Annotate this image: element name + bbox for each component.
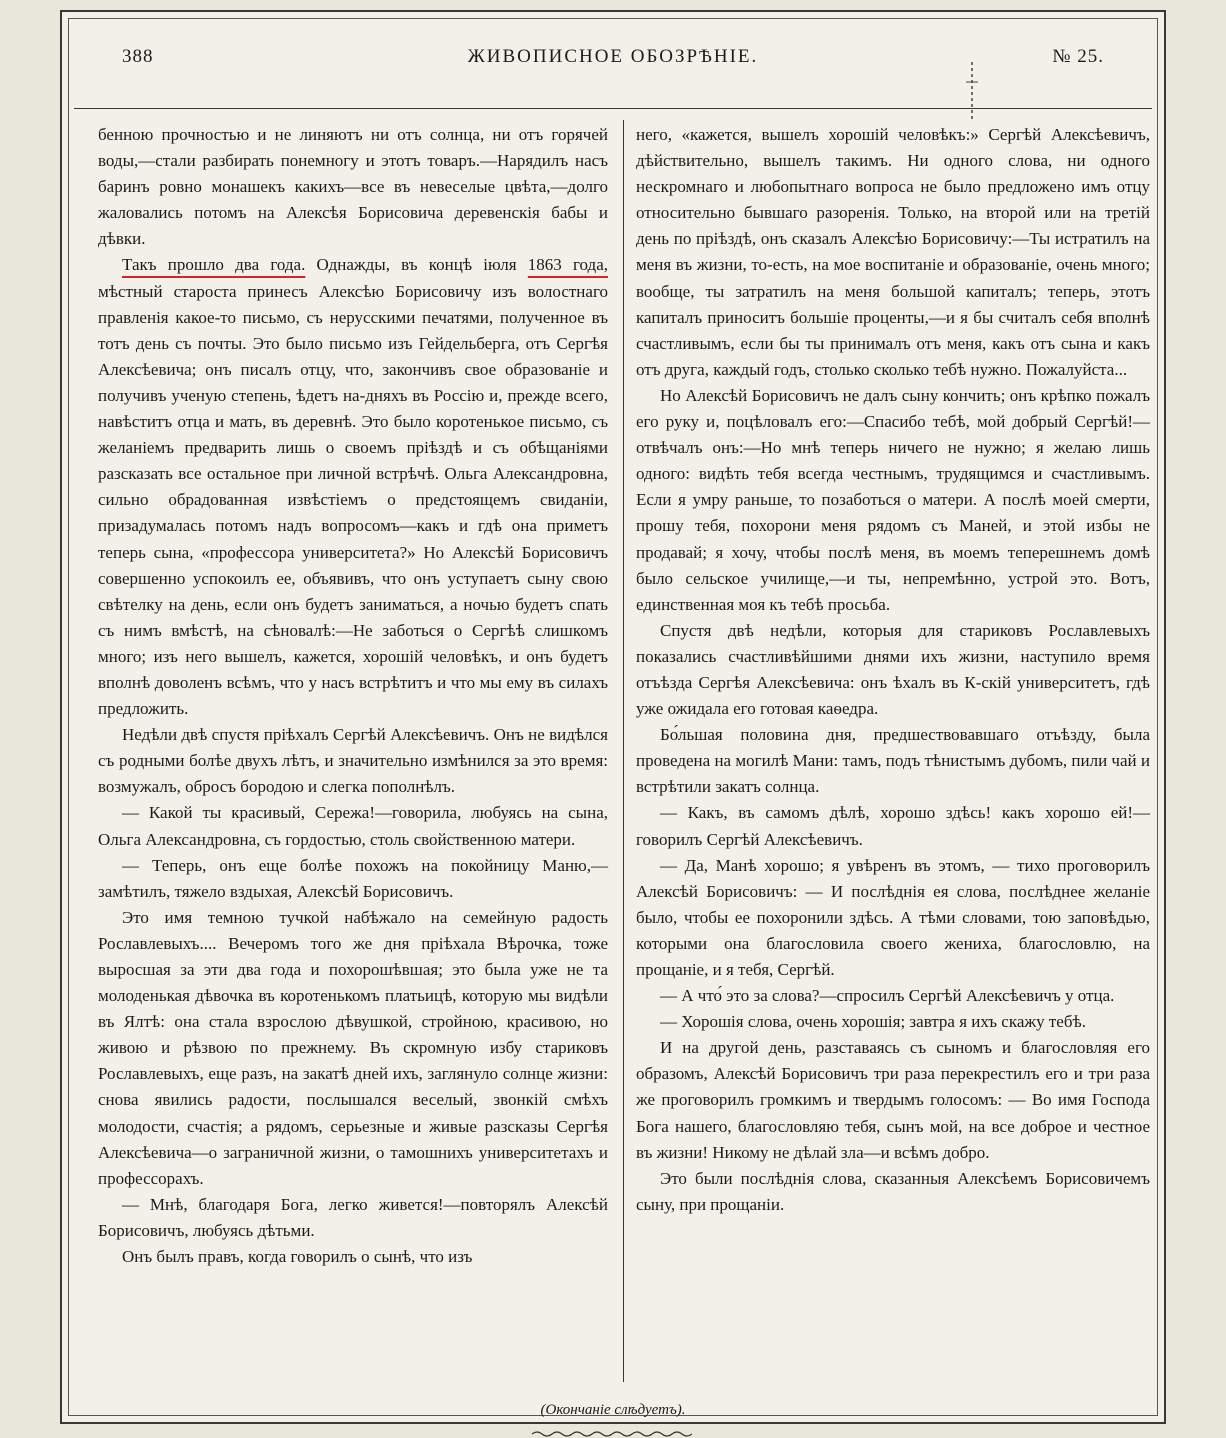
page-number: 388: [122, 46, 154, 67]
page-header: [122, 38, 1104, 78]
paragraph: Спустя двѣ недѣли, которыя для стариковъ Рославлевыхъ показались счастливѣйшими днями ихъ жизни, наступило время отъѣзда Сергѣя Алексѣевича: онъ ѣхалъ въ К-скій университетъ, гдѣ уже ожидала его готовая каѳедра.: [636, 620, 1150, 719]
underlined-phrase: 1863 года,: [527, 255, 609, 275]
underlined-phrase: Такъ прошло два года.: [122, 255, 306, 275]
newspaper-page: [60, 10, 1166, 1424]
paragraph: — Теперь, онъ еще болѣе похожъ на покойницу Маню,—замѣтилъ, тяжело вздыхая, Алексѣй Борисовичъ.: [98, 855, 608, 901]
paragraph: Это были послѣднія слова, сказанныя Алексѣемъ Борисовичемъ сыну, при прощаніи.: [636, 1168, 1150, 1214]
issue-number: № 25.: [1052, 46, 1104, 67]
right-column: [636, 122, 1150, 1218]
paragraph: И на другой день, разставаясь съ сыномъ и благословляя его образомъ, Алексѣй Борисовичъ три раза перекрестилъ его и три раза же проговорилъ громкимъ и твердымъ голосомъ: — Во имя Господа Бога нашего, благословляю тебя, сынъ мой, на все доброе и честное въ жизни! Никому не дѣлай зла—и всѣмъ добро.: [636, 1038, 1150, 1162]
paragraph-text: мѣстный староста принесъ Алексѣю Борисовичу изъ волостнаго правленія какое-то письмо, съ нерусскими печатями, полученное въ тотъ день съ почты. Это было письмо изъ Гейдельберга, отъ Сергѣя Алексѣевича; онъ писалъ отцу, что, закончивъ свое образованіе и получивъ ученую степень, ѣдетъ на-дняхъ въ Россію и, прежде всего, навѣститъ отца и мать, въ деревнѣ. Это было коротенькое письмо, съ желаніемъ предварить лишь о своемъ пріѣздѣ и съ обѣщаніями разсказать все остальное при личной встрѣчѣ. Ольга Александровна, сильно обрадованная извѣстіемъ о предстоящемъ свиданіи, призадумалась потомъ надъ вопросомъ—какъ и гдѣ она приметъ теперь сына, «профессора университета?» Но Алексѣй Борисовичъ совершенно успокоилъ ее, объявивъ, что онъ уступаетъ сыну свою свѣтелку на день, если онъ будетъ заниматься, а ночью будетъ спать съ нимъ вмѣстѣ, на сѣновалѣ:—Не заботься о Сергѣѣ слишкомъ много; изъ него вышелъ, кажется, хорошій человѣкъ, и онъ будетъ вполнѣ доволенъ всѣмъ, что у насъ встрѣтитъ и что мы ему въ силахъ предложить.: [98, 281, 608, 719]
paragraph: Это имя темною тучкой набѣжало на семейную радость Рославлевыхъ.... Вечеромъ того же дня пріѣхала Вѣрочка, тоже выросшая за эти два года и похорошѣвшая; это была уже не та молоденькая дѣвочка въ коротенькомъ платьицѣ, которую мы видѣли въ Ялтѣ: она стала взрослою дѣвушкой, стройною, красивою, но живою и рѣзвою по прежнему. Въ скромную избу стариковъ Рославлевыхъ, еще разъ, на закатѣ дней ихъ, заглянуло солнце жизни: снова явились радости, послышался веселый, звонкій смѣхъ молодости, счастія; а рядомъ, серьезные и живые разсказы Сергѣя Алексѣевича—о заграничной жизни, о тамошнихъ университетахъ и профессорахъ.: [98, 907, 608, 1188]
ornament-wave: [532, 1430, 692, 1438]
continuation-note: (Окончаніе слѣдуетъ).: [540, 1402, 686, 1418]
journal-title: ЖИВОПИСНОЕ ОБОЗРѢНІЕ.: [467, 46, 759, 67]
paragraph: — Какой ты красивый, Сережа!—говорила, любуясь на сына, Ольга Александровна, съ гордостью, столь свойственною матери.: [98, 803, 608, 849]
paragraph: [98, 252, 608, 722]
column-divider: [623, 120, 624, 1382]
paragraph: Но Алексѣй Борисовичъ не далъ сыну кончить; онъ крѣпко пожалъ его руку и, поцѣловалъ его:—Спасибо тебѣ, мой добрый Сергѣй!—отвѣчалъ онъ:—Но мнѣ теперь ничего не нужно; я желаю лишь одного: видѣть тебя всегда честнымъ, трудящимся и счастливымъ. Если я умру раньше, то позаботься о матери. А послѣ моей смерти, прошу тебя, похорони меня рядомъ съ Маней, и этой избы не продавай; я хочу, чтобы послѣ меня, въ моемъ теперешнемъ домѣ было сельское училище,—и ты, непремѣнно, устрой это. Вотъ, единственная моя къ тебѣ просьба.: [636, 385, 1150, 614]
paragraph: Недѣли двѣ спустя пріѣхалъ Сергѣй Алексѣевичъ. Онъ не видѣлся съ родными болѣе двухъ лѣтъ, и значительно измѣнился за это время: возмужалъ, обросъ бородою и слегка пополнѣлъ.: [98, 725, 608, 797]
header-rule: [74, 108, 1152, 109]
paragraph: — Хорошія слова, очень хорошія; завтра я ихъ скажу тебѣ.: [660, 1012, 1086, 1032]
margin-mark: [962, 62, 982, 122]
paragraph: Онъ былъ правъ, когда говорилъ о сынѣ, что изъ: [122, 1247, 473, 1267]
paragraph: — А что́ это за слова?—спросилъ Сергѣй Алексѣевичъ у отца.: [660, 986, 1115, 1006]
paragraph: бенною прочностью и не линяютъ ни отъ солнца, ни отъ горячей воды,—стали разбирать понемногу и этотъ товаръ.—Нарядилъ насъ баринъ ровно монашекъ какихъ—все въ невеселые цвѣта,—долго жаловались потомъ на Алексѣя Борисовича деревенскія бабы и дѣвки.: [98, 125, 608, 249]
paragraph-text: Однажды, въ концѣ іюля: [305, 255, 528, 275]
paragraph: — Какъ, въ самомъ дѣлѣ, хорошо здѣсь! какъ хорошо ей!—говорилъ Сергѣй Алексѣевичъ.: [636, 803, 1150, 849]
paragraph: — Мнѣ, благодаря Бога, легко живется!—повторялъ Алексѣй Борисовичъ, любуясь дѣтьми.: [98, 1194, 608, 1240]
paragraph: него, «кажется, вышелъ хорошій человѣкъ:» Сергѣй Алексѣевичъ, дѣйствительно, вышелъ такимъ. Ни одного слова, ни одного нескромнаго и любопытнаго вопроса не было предложено имъ отцу относительно бывшаго разоренія. Только, на второй или на третій день по пріѣздѣ, онъ сказалъ Алексѣю Борисовичу:—Ты истратилъ на меня въ жизни, то-есть, на мое воспитаніе и образованіе, очень много; вообще, ты затратилъ на меня большой капиталъ; теперь, этотъ капиталъ приноситъ большіе проценты,—и я бы считалъ себя вполнѣ счастливымъ, если бы ты принималъ отъ меня, какъ отъ сына и какъ отъ друга, каждый годъ, столько сколько тебѣ нужно. Пожалуйста...: [636, 125, 1150, 379]
paragraph: Бо́льшая половина дня, предшествовавшаго отъѣзду, была проведена на могилѣ Мани: тамъ, подъ тѣнистымъ дубомъ, пили чай и встрѣтили закатъ солнца.: [636, 725, 1150, 797]
left-column: [98, 122, 608, 1270]
paragraph: — Да, Манѣ хорошо; я увѣренъ въ этомъ, — тихо проговорилъ Алексѣй Борисовичъ: — И послѣднія ея слова, послѣднее желаніе было, чтобы ее похоронили здѣсь. А тѣми словами, тою заповѣдью, которыми она благословила своего жениха, благословлю, на прощаніе, и я тебя, Сергѣй.: [636, 855, 1150, 979]
